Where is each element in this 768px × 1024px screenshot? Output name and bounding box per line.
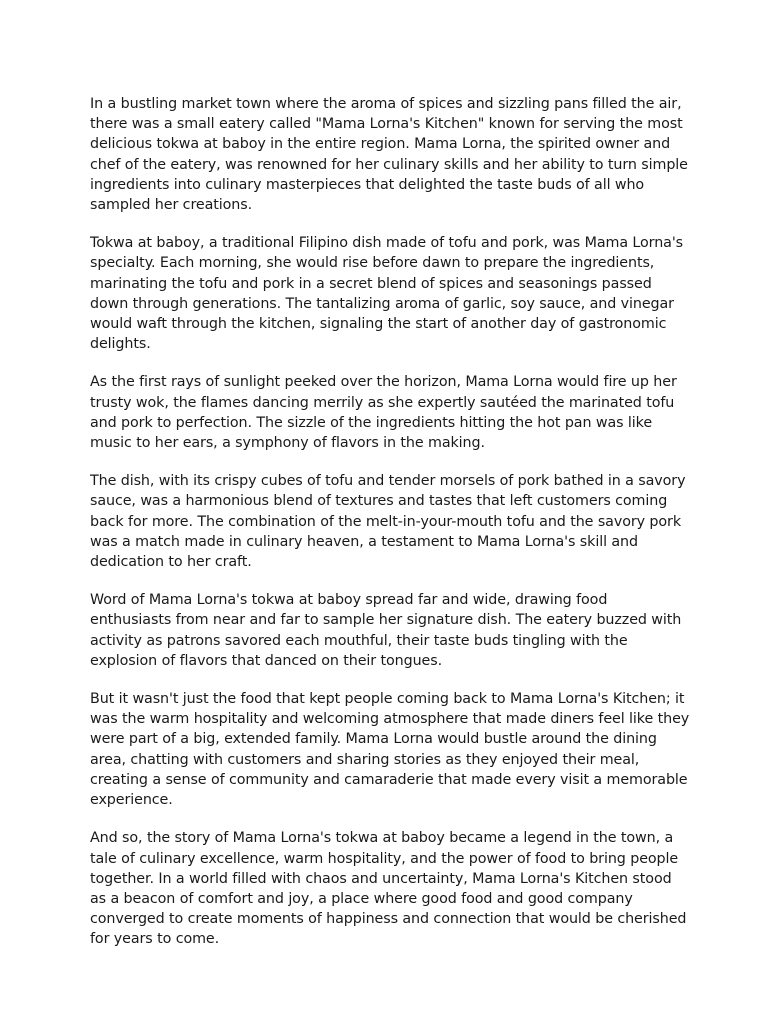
- paragraph-6: But it wasn't just the food that kept people coming back to Mama Lorna's Kitchen; it was the warm hospitality and welcoming atmosphere that made diners feel like they were part of a big, extended family. Mama Lorna would bustle around the dining area, chatting with customers and sharing stories as they enjoyed their meal, creating a sense of community and camaraderie that made every visit a memorable experience.: [90, 691, 690, 809]
- paragraph-3: As the first rays of sunlight peeked over the horizon, Mama Lorna would fire up her trusty wok, the flames dancing merrily as she expertly sautéed the marinated tofu and pork to perfection. The sizzle of the ingredients hitting the hot pan was like music to her ears, a symphony of flavors in the making.: [90, 374, 677, 452]
- paragraph-5: Word of Mama Lorna's tokwa at baboy spread far and wide, drawing food enthusiasts from near and far to sample her signature dish. The eatery buzzed with activity as patrons savored each mouthful, their taste buds tingling with the explosion of flavors that danced on their tongues.: [90, 592, 682, 669]
- paragraph-7: And so, the story of Mama Lorna's tokwa at baboy became a legend in the town, a tale of culinary excellence, warm hospitality, and the power of food to bring people together. In a world filled with chaos and uncertainty, Mama Lorna's Kitchen stood as a beacon of comfort and joy, a place where good food and good company converged to create moments of happiness and connection that would be cherished for years to come.: [90, 830, 687, 948]
- paragraph-2: Tokwa at baboy, a traditional Filipino dish made of tofu and pork, was Mama Lorna's specialty. Each morning, she would rise before dawn to prepare the ingredients, marinating the tofu and pork in a secret blend of spices and seasonings passed down through generations. The tantalizing aroma of garlic, soy sauce, and vinegar would waft through the kitchen, signaling the start of another day of gastronomic delights.: [90, 235, 684, 353]
- paragraph-1: In a bustling market town where the aroma of spices and sizzling pans filled the air, there was a small eatery called "Mama Lorna's Kitchen" known for serving the most delicious tokwa at baboy in the entire region. Mama Lorna, the spirited owner and chef of the eatery, was renowned for her culinary skills and her ability to turn simple ingredients into culinary masterpieces that delighted the taste buds of all who sampled her creations.: [90, 96, 688, 214]
- paragraph-4: The dish, with its crispy cubes of tofu and tender morsels of pork bathed in a savory sauce, was a harmonious blend of textures and tastes that left customers coming back for more. The combination of the melt-in-your-mouth tofu and the savory pork was a match made in culinary heaven, a testament to Mama Lorna's skill and dedication to her craft.: [90, 473, 686, 571]
- document-body: [90, 94, 690, 968]
